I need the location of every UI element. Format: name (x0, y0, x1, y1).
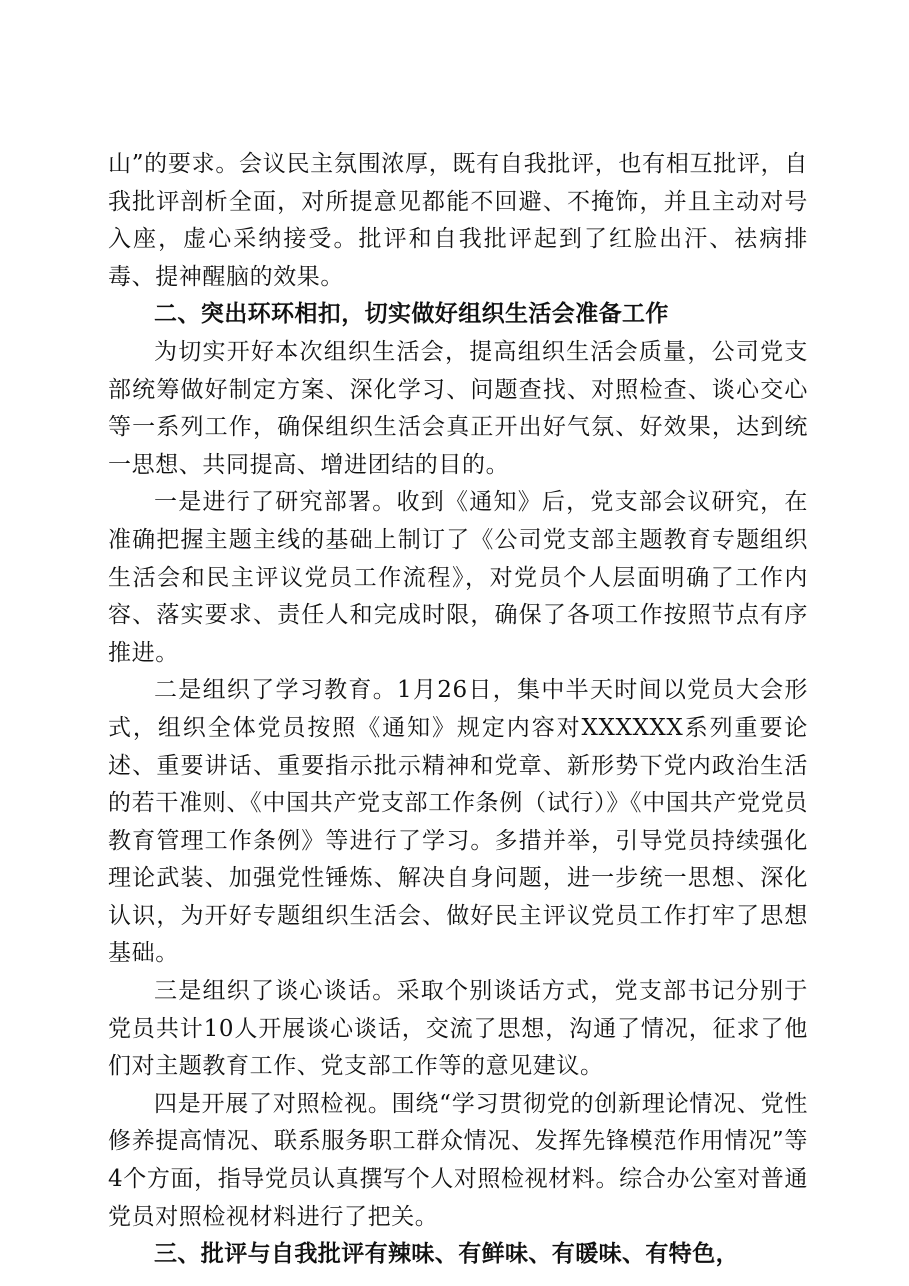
section-heading-3: 三、批评与自我批评有辣味、有鲜味、有暖味、有特色， (154, 1241, 739, 1268)
document-body (108, 146, 808, 1274)
paragraph-self-examination: 四是开展了对照检视。围绕“学习贯彻党的创新理论情况、党性修养提高情况、联系服务职工群众情况、发挥先锋模范作用情况”等4个方面，指导党员认真撰写个人对照检视材料。综合办公室对普通党员对照检视材料进行了把关。 (108, 1090, 808, 1230)
paragraph-research-deployment: 一是进行了研究部署。收到《通知》后，党支部会议研究，在准确把握主题主线的基础上制订了《公司党支部主题教育专题组织生活会和民主评议党员工作流程》，对党员个人层面明确了工作内容、落实要求、责任人和完成时限，确保了各项工作按照节点有序推进。 (108, 489, 808, 666)
paragraph-heart-to-heart-talks: 三是组织了谈心谈话。采取个别谈话方式，党支部书记分别于党员共计10人开展谈心谈话，交流了思想，沟通了情况，征求了他们对主题教育工作、党支部工作等的意见建议。 (108, 978, 808, 1080)
section-heading-2: 二、突出环环相扣，切实做好组织生活会准备工作 (154, 301, 669, 328)
paragraph-continuation: 山”的要求。会议民主氛围浓厚，既有自我批评，也有相互批评，自我批评剖析全面，对所提意见都能不回避、不掩饰，并且主动对号入座，虚心采纳接受。批评和自我批评起到了红脸出汗、祛病排毒、提神醒脑的效果。 (108, 151, 808, 290)
paragraph-intro: 为切实开好本次组织生活会，提高组织生活会质量，公司党支部统筹做好制定方案、深化学习、问题查找、对照检查、谈心交心等一系列工作，确保组织生活会真正开出好气氛、好效果，达到统一思想、共同提高、增进团结的目的。 (108, 338, 808, 478)
paragraph-study-education: 二是组织了学习教育。1月26日，集中半天时间以党员大会形式，组织全体党员按照《通知》规定内容对XXXXXX系列重要论述、重要讲话、重要指示批示精神和党章、新形势下党内政治生活的若干准则、《中国共产党支部工作条例（试行）》《中国共产党党员教育管理工作条例》等进行了学习。多措并举，引导党员持续强化理论武装、加强党性锤炼、解决自身问题，进一步统一思想、深化认识，为开好专题组织生活会、做好民主评议党员工作打牢了思想基础。 (108, 677, 808, 967)
